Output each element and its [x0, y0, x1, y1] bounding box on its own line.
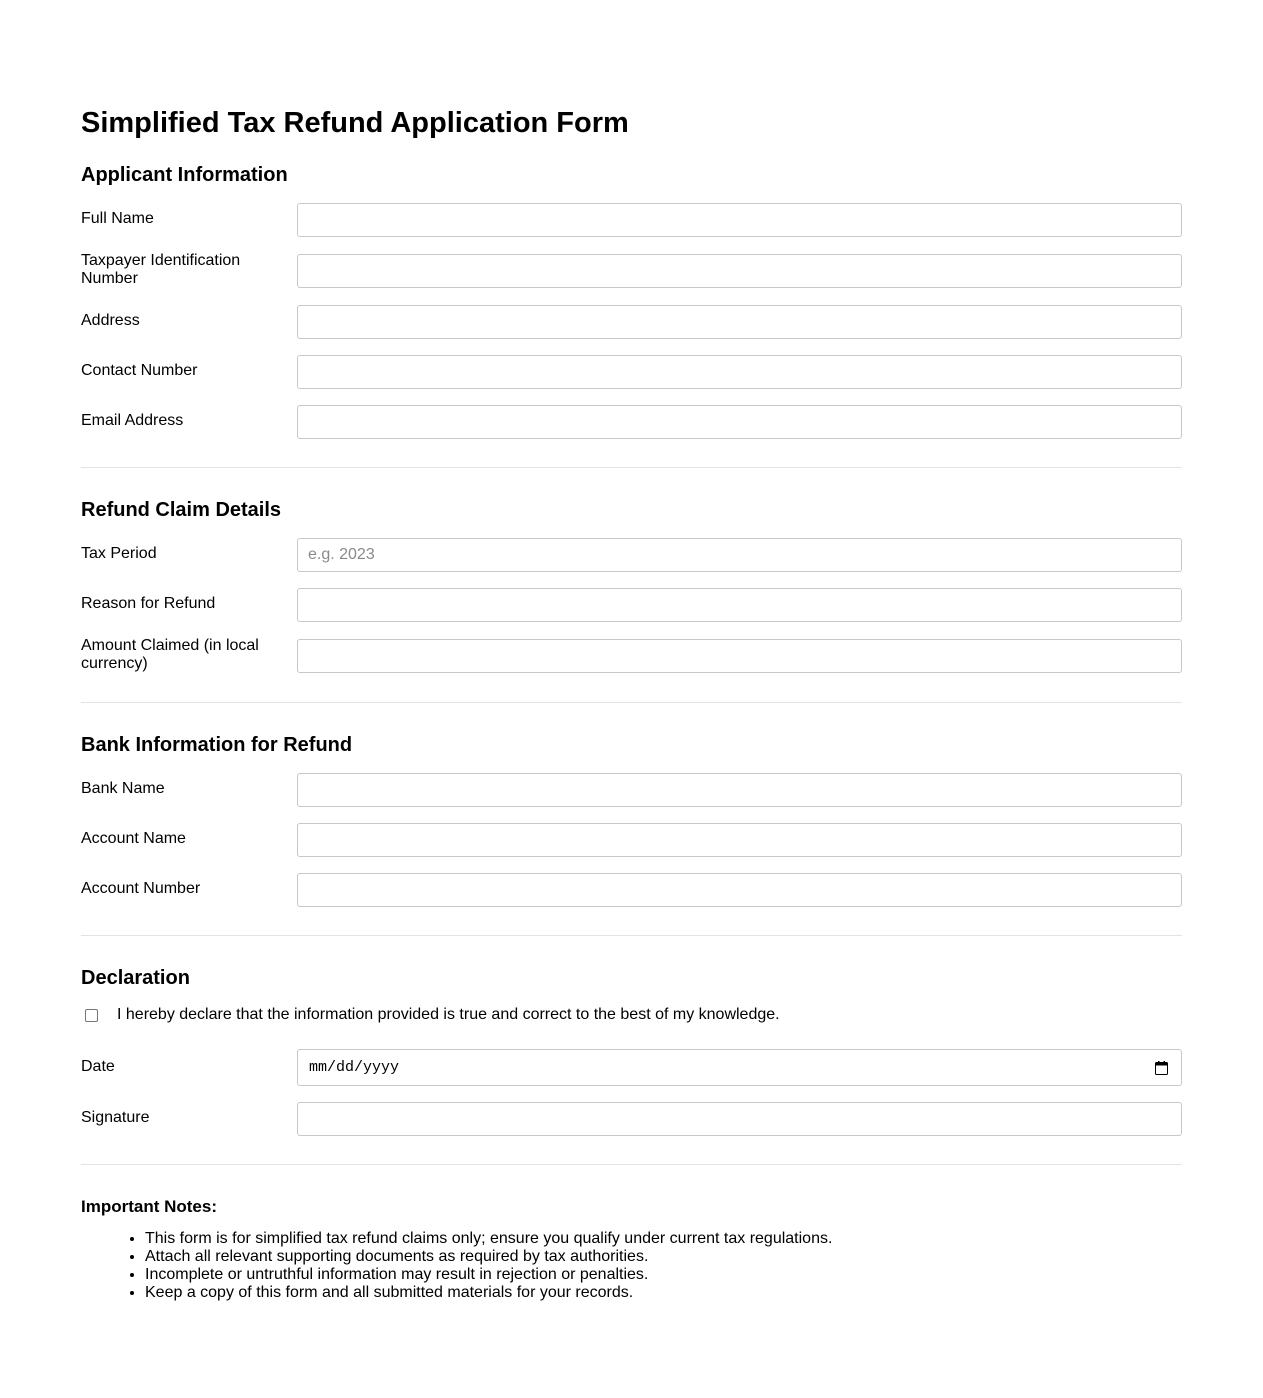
- section-divider: [81, 702, 1182, 703]
- section-divider: [81, 935, 1182, 936]
- declaration-checkbox[interactable]: [85, 1009, 98, 1022]
- section-heading-applicant: Applicant Information: [81, 164, 288, 186]
- notes-container: [81, 1230, 1182, 1302]
- section-heading-declaration: Declaration: [81, 967, 190, 989]
- full-name-input[interactable]: [297, 203, 1182, 237]
- section-heading-refund: Refund Claim Details: [81, 499, 282, 521]
- notes-list: [81, 1230, 1182, 1302]
- signature-label: Signature: [81, 1109, 150, 1126]
- contact-number-input[interactable]: [297, 355, 1182, 389]
- date-placeholder: mm/dd/yyyy: [309, 1059, 400, 1076]
- address-label: Address: [81, 312, 140, 329]
- date-input[interactable]: [297, 1049, 1182, 1086]
- notes-heading: Important Notes:: [81, 1197, 217, 1216]
- section-divider: [81, 1164, 1182, 1165]
- account-number-label: Account Number: [81, 880, 201, 897]
- bank-name-label: Bank Name: [81, 780, 165, 797]
- tax-period-label: Tax Period: [81, 545, 157, 562]
- reason-input[interactable]: [297, 588, 1182, 622]
- section-divider: [81, 467, 1182, 468]
- signature-input[interactable]: [297, 1102, 1182, 1136]
- tax-period-input[interactable]: [297, 538, 1182, 572]
- contact-number-label: Contact Number: [81, 362, 198, 379]
- calendar-icon[interactable]: [1155, 1061, 1168, 1075]
- amount-label: Amount Claimed (in local currency): [81, 637, 259, 672]
- account-name-label: Account Name: [81, 830, 186, 847]
- page-title: Simplified Tax Refund Application Form: [81, 107, 629, 139]
- declaration-statement: I hereby declare that the information provided is true and correct to the best of my knowledge.: [117, 1006, 780, 1023]
- account-number-input[interactable]: [297, 873, 1182, 907]
- amount-input[interactable]: [297, 639, 1182, 673]
- email-label: Email Address: [81, 412, 184, 429]
- email-input[interactable]: [297, 405, 1182, 439]
- list-item: • Keep a copy of this form and all submitted materials for your records.: [145, 1284, 1182, 1302]
- list-item: • Attach all relevant supporting documents as required by tax authorities.: [145, 1248, 1182, 1266]
- reason-label: Reason for Refund: [81, 595, 216, 612]
- address-input[interactable]: [297, 305, 1182, 339]
- full-name-label: Full Name: [81, 210, 154, 227]
- tin-label: Taxpayer Identification Number: [81, 252, 241, 287]
- list-item: • Incomplete or untruthful information may result in rejection or penalties.: [145, 1266, 1182, 1284]
- bank-name-input[interactable]: [297, 773, 1182, 807]
- tin-input[interactable]: [297, 254, 1182, 288]
- list-item: • This form is for simplified tax refund claims only; ensure you qualify under current tax regulations.: [145, 1230, 1182, 1248]
- section-heading-bank: Bank Information for Refund: [81, 734, 353, 756]
- date-label: Date: [81, 1058, 115, 1075]
- account-name-input[interactable]: [297, 823, 1182, 857]
